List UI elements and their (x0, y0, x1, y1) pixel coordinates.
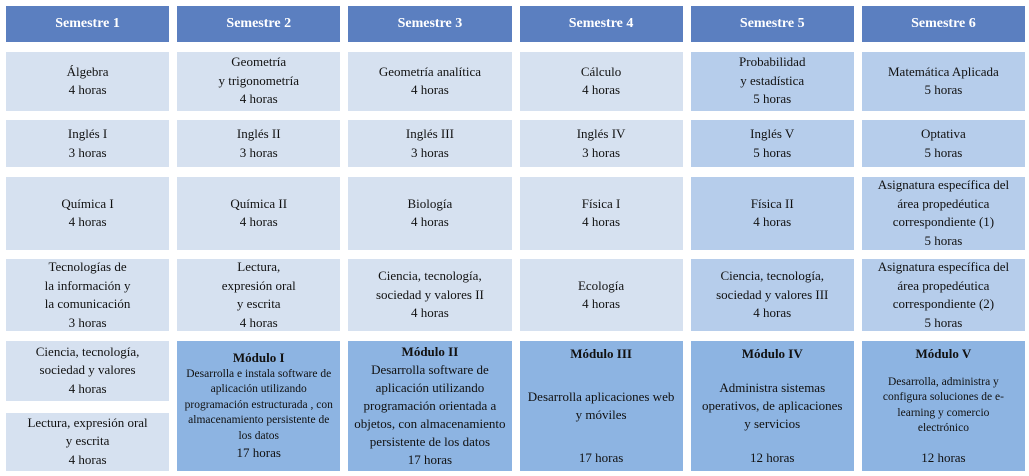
subject-hours: 5 horas (924, 144, 963, 160)
subject-hours: 4 horas (239, 91, 278, 107)
subject-cell (520, 120, 683, 167)
subject-name: Inglés V (750, 126, 795, 141)
subject-name: Asignatura específica del área propedéutica correspondiente (1) (877, 177, 1010, 229)
subject-hours: 5 horas (753, 144, 792, 160)
subject-hours: 4 horas (239, 214, 278, 229)
subject-name: Inglés II (236, 126, 281, 141)
module-title: Módulo III (570, 345, 632, 361)
subject-stack (6, 341, 169, 471)
subject-cell (6, 120, 169, 167)
semester-header: Semestre 4 (520, 6, 683, 42)
subject-name: Geometría analítica (378, 63, 481, 79)
module-hours: 17 horas (407, 451, 453, 467)
module-title: Módulo I (232, 349, 285, 365)
subject-name: Geometría y trigonometría (218, 54, 299, 88)
module-cell (177, 341, 340, 471)
semester-header: Semestre 1 (6, 6, 169, 42)
subject-cell (691, 177, 854, 250)
curriculum-map (6, 6, 1025, 472)
subject-hours: 4 horas (582, 214, 621, 229)
subject-cell (862, 120, 1025, 167)
subject-cell (6, 259, 169, 331)
subject-name: Ciencia, tecnología, sociedad y valores III (716, 268, 829, 302)
module-description: Desarrolla software de aplicación utilizando programación orientada a objetos, con almacenamiento persistente de los datos (354, 361, 506, 449)
subject-hours: 4 horas (753, 214, 792, 229)
subject-hours: 3 horas (239, 144, 278, 160)
module-description: Desarrolla, administra y configura soluciones de e- learning y comercio electrónico (882, 375, 1004, 434)
subject-name: Física I (581, 195, 621, 211)
subject-cell (348, 120, 511, 167)
module-cell (520, 341, 683, 471)
subject-name: Matemática Aplicada (888, 63, 999, 79)
subject-hours: 4 horas (68, 214, 107, 229)
subject-cell (177, 52, 340, 111)
subject-cell (6, 177, 169, 250)
subject-cell (6, 52, 169, 111)
module-title: Módulo IV (741, 345, 803, 361)
module-hours: 17 horas (236, 445, 281, 461)
subject-cell (348, 177, 511, 250)
subject-cell (520, 259, 683, 331)
subject-cell (862, 52, 1025, 111)
semester-header: Semestre 2 (177, 6, 340, 42)
subject-hours: 4 horas (68, 451, 107, 467)
subject-hours: 4 horas (410, 82, 449, 97)
subject-cell (6, 413, 169, 471)
module-hours: 17 horas (578, 449, 624, 465)
subject-name: Lectura, expresión oral y escrita (221, 259, 296, 311)
subject-name: Ciencia, tecnología, sociedad y valores II (375, 268, 484, 302)
subject-cell (348, 259, 511, 331)
subject-cell (862, 177, 1025, 250)
semester-header: Semestre 6 (862, 6, 1025, 42)
subject-name: Física II (750, 195, 794, 211)
module-title: Módulo II (401, 343, 459, 359)
subject-name: Biología (407, 195, 453, 211)
module-description: Administra sistemas operativos, de aplicaciones y servicios (702, 379, 843, 431)
subject-cell (348, 52, 511, 111)
subject-hours: 4 horas (582, 296, 621, 311)
semester-header: Semestre 3 (348, 6, 511, 42)
subject-cell (691, 52, 854, 111)
subject-hours: 5 horas (924, 314, 963, 330)
subject-name: Química II (230, 195, 288, 211)
subject-name: Optativa (921, 126, 966, 141)
subject-name: Lectura, expresión oral y escrita (27, 414, 148, 449)
subject-cell (177, 259, 340, 331)
module-cell (862, 341, 1025, 471)
subject-name: Probabilidad y estadística (739, 54, 806, 88)
module-hours: 12 horas (921, 449, 966, 465)
subject-name: Inglés IV (576, 126, 626, 141)
subject-hours: 4 horas (582, 82, 621, 97)
subject-cell (177, 177, 340, 250)
module-description: Desarrolla aplicaciones web y móviles (527, 388, 675, 422)
module-cell (691, 341, 854, 471)
module-description: Desarrolla e instala software de aplicación utilizando programación estructurada , con almacenamiento persistente de los datos (184, 367, 333, 442)
subject-name: Álgebra (66, 63, 109, 79)
subject-name: Ciencia, tecnología, sociedad y valores (35, 343, 140, 378)
subject-hours: 4 horas (68, 380, 107, 396)
subject-cell (6, 341, 169, 401)
subject-name: Inglés I (67, 126, 108, 141)
subject-name: Química I (61, 195, 114, 211)
subject-hours: 5 horas (753, 91, 792, 107)
subject-hours: 5 horas (924, 82, 963, 97)
module-title: Módulo V (915, 345, 972, 361)
subject-name: Inglés III (405, 126, 454, 141)
subject-name: Asignatura específica del área propedéutica correspondiente (2) (877, 259, 1010, 311)
subject-hours: 3 horas (582, 144, 621, 160)
subject-hours: 4 horas (68, 82, 107, 97)
subject-name: Tecnologías de la información y la comunicación (44, 259, 131, 311)
subject-cell (862, 259, 1025, 331)
subject-hours: 4 horas (753, 305, 792, 321)
subject-hours: 5 horas (924, 232, 963, 248)
subject-name: Cálculo (580, 63, 622, 79)
subject-hours: 3 horas (410, 144, 449, 160)
subject-cell (691, 120, 854, 167)
module-cell (348, 341, 511, 471)
module-hours: 12 horas (750, 449, 795, 465)
subject-cell (520, 177, 683, 250)
subject-cell (520, 52, 683, 111)
subject-name: Ecología (577, 277, 625, 293)
semester-header: Semestre 5 (691, 6, 854, 42)
subject-hours: 4 horas (239, 314, 278, 330)
subject-cell (691, 259, 854, 331)
subject-hours: 4 horas (410, 305, 449, 321)
subject-hours: 4 horas (410, 214, 449, 229)
subject-hours: 3 horas (68, 314, 107, 330)
subject-hours: 3 horas (68, 144, 107, 160)
subject-cell (177, 120, 340, 167)
